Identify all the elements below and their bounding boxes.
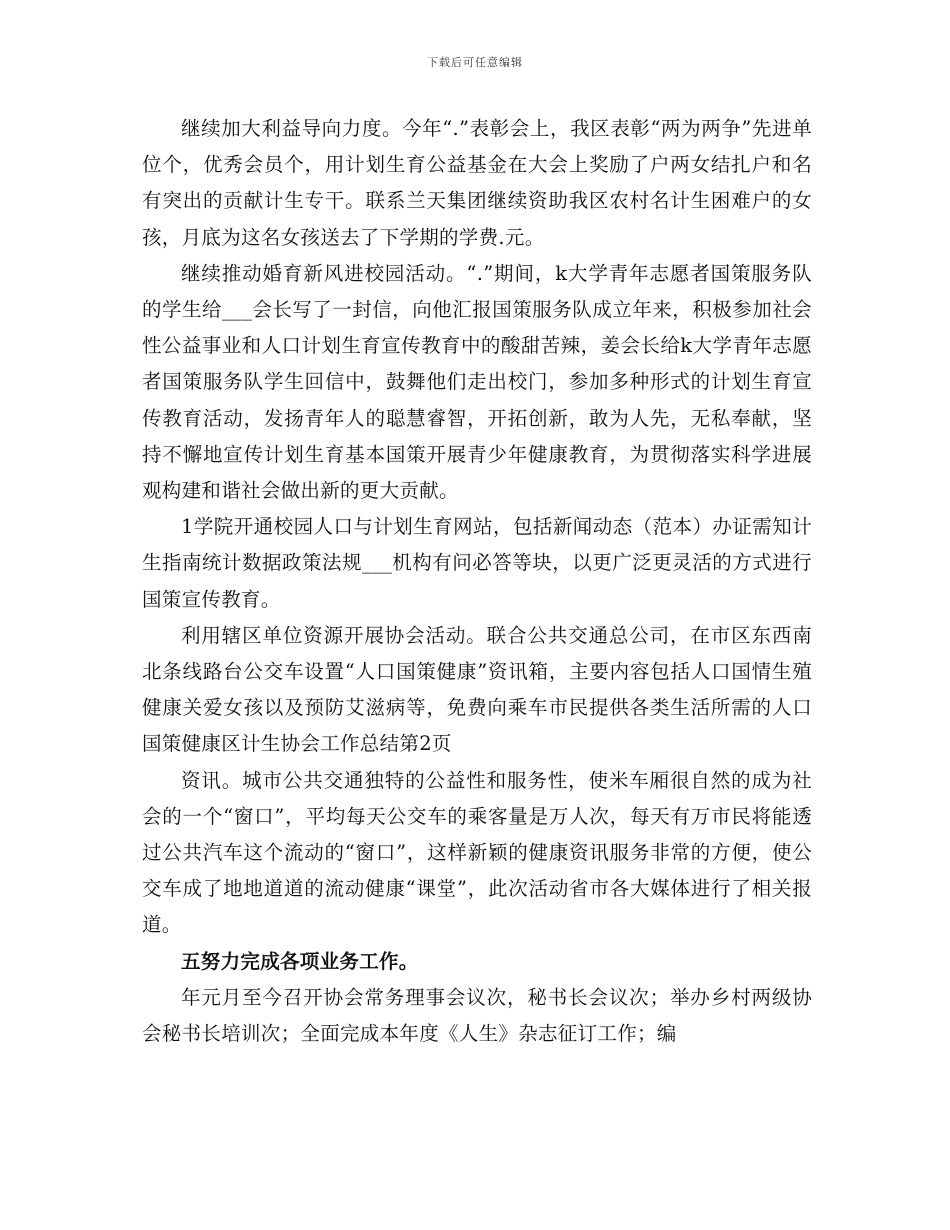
paragraph-campus-activity: 继续推动婚育新风进校园活动。“.”期间，k大学青年志愿者国策服务队的学生给___会长写了一封信，向他汇报国策服务队成立年来，积极参加社会性公益事业和人口计划生育宣传教育中的酸甜苦辣，姜会长给k大学青年志愿者国策服务队学生回信中，鼓舞他们走出校门，参加多种形式的计划生育宣传教育活动，发扬青年人的聪慧睿智，开拓创新，敢为人先，无私奉献，坚持不懈地宣传计划生育基本国策开展青少年健康教育，为贯彻落实科学进展观构建和谐社会做出新的更大贡献。 xyxy=(142,261,812,503)
paragraph-public-transport: 资讯。城市公共交通独特的公益性和服务性，使米车厢很自然的成为社会的一个“窗口”，平均每天公交车的乘客量是万人次，每天有万市民将能透过公共汽车这个流动的“窗口”，这样新颖的健康资讯服务非常的方便，使公交车成了地地道道的流动健康“课堂”，此次活动省市各大媒体进行了相关报道。 xyxy=(142,768,812,937)
paragraph-benefit-guidance: 继续加大利益导向力度。今年“.”表彰会上，我区表彰“两为两争”先进单位个，优秀会员个，用计划生育公益基金在大会上奖励了户两女结扎户和名有突出的贡献计生专干。联系兰天集团继续资助我区农村名计生困难户的女孩，月底为这名女孩送去了下学期的学费.元。 xyxy=(142,117,812,249)
document-body xyxy=(142,111,812,1052)
paragraph-meetings: 年元月至今召开协会常务理事会议次，秘书长会议次；举办乡村两级协会秘书长培训次；全面完成本年度《人生》杂志征订工作；编 xyxy=(142,985,812,1046)
section-heading: 五努力完成各项业务工作。 xyxy=(181,949,419,973)
paragraph-campus-website: 1学院开通校园人口与计划生育网站，包括新闻动态（范本）办证需知计生指南统计数据政策法规___机构有问必答等块，以更广泛更灵活的方式进行国策宣传教育。 xyxy=(142,515,812,611)
paragraph-bus-infobox: 利用辖区单位资源开展协会活动。联合公共交通总公司，在市区东西南北条线路台公交车设置“人口国策健康”资讯箱，主要内容包括人口国情生殖健康关爱女孩以及预防艾滋病等，免费向乘车市民提供各类生活所需的人口国策健康区计生协会工作总结第2页 xyxy=(142,623,812,756)
page-header: 下载后可任意编辑 xyxy=(427,56,523,69)
